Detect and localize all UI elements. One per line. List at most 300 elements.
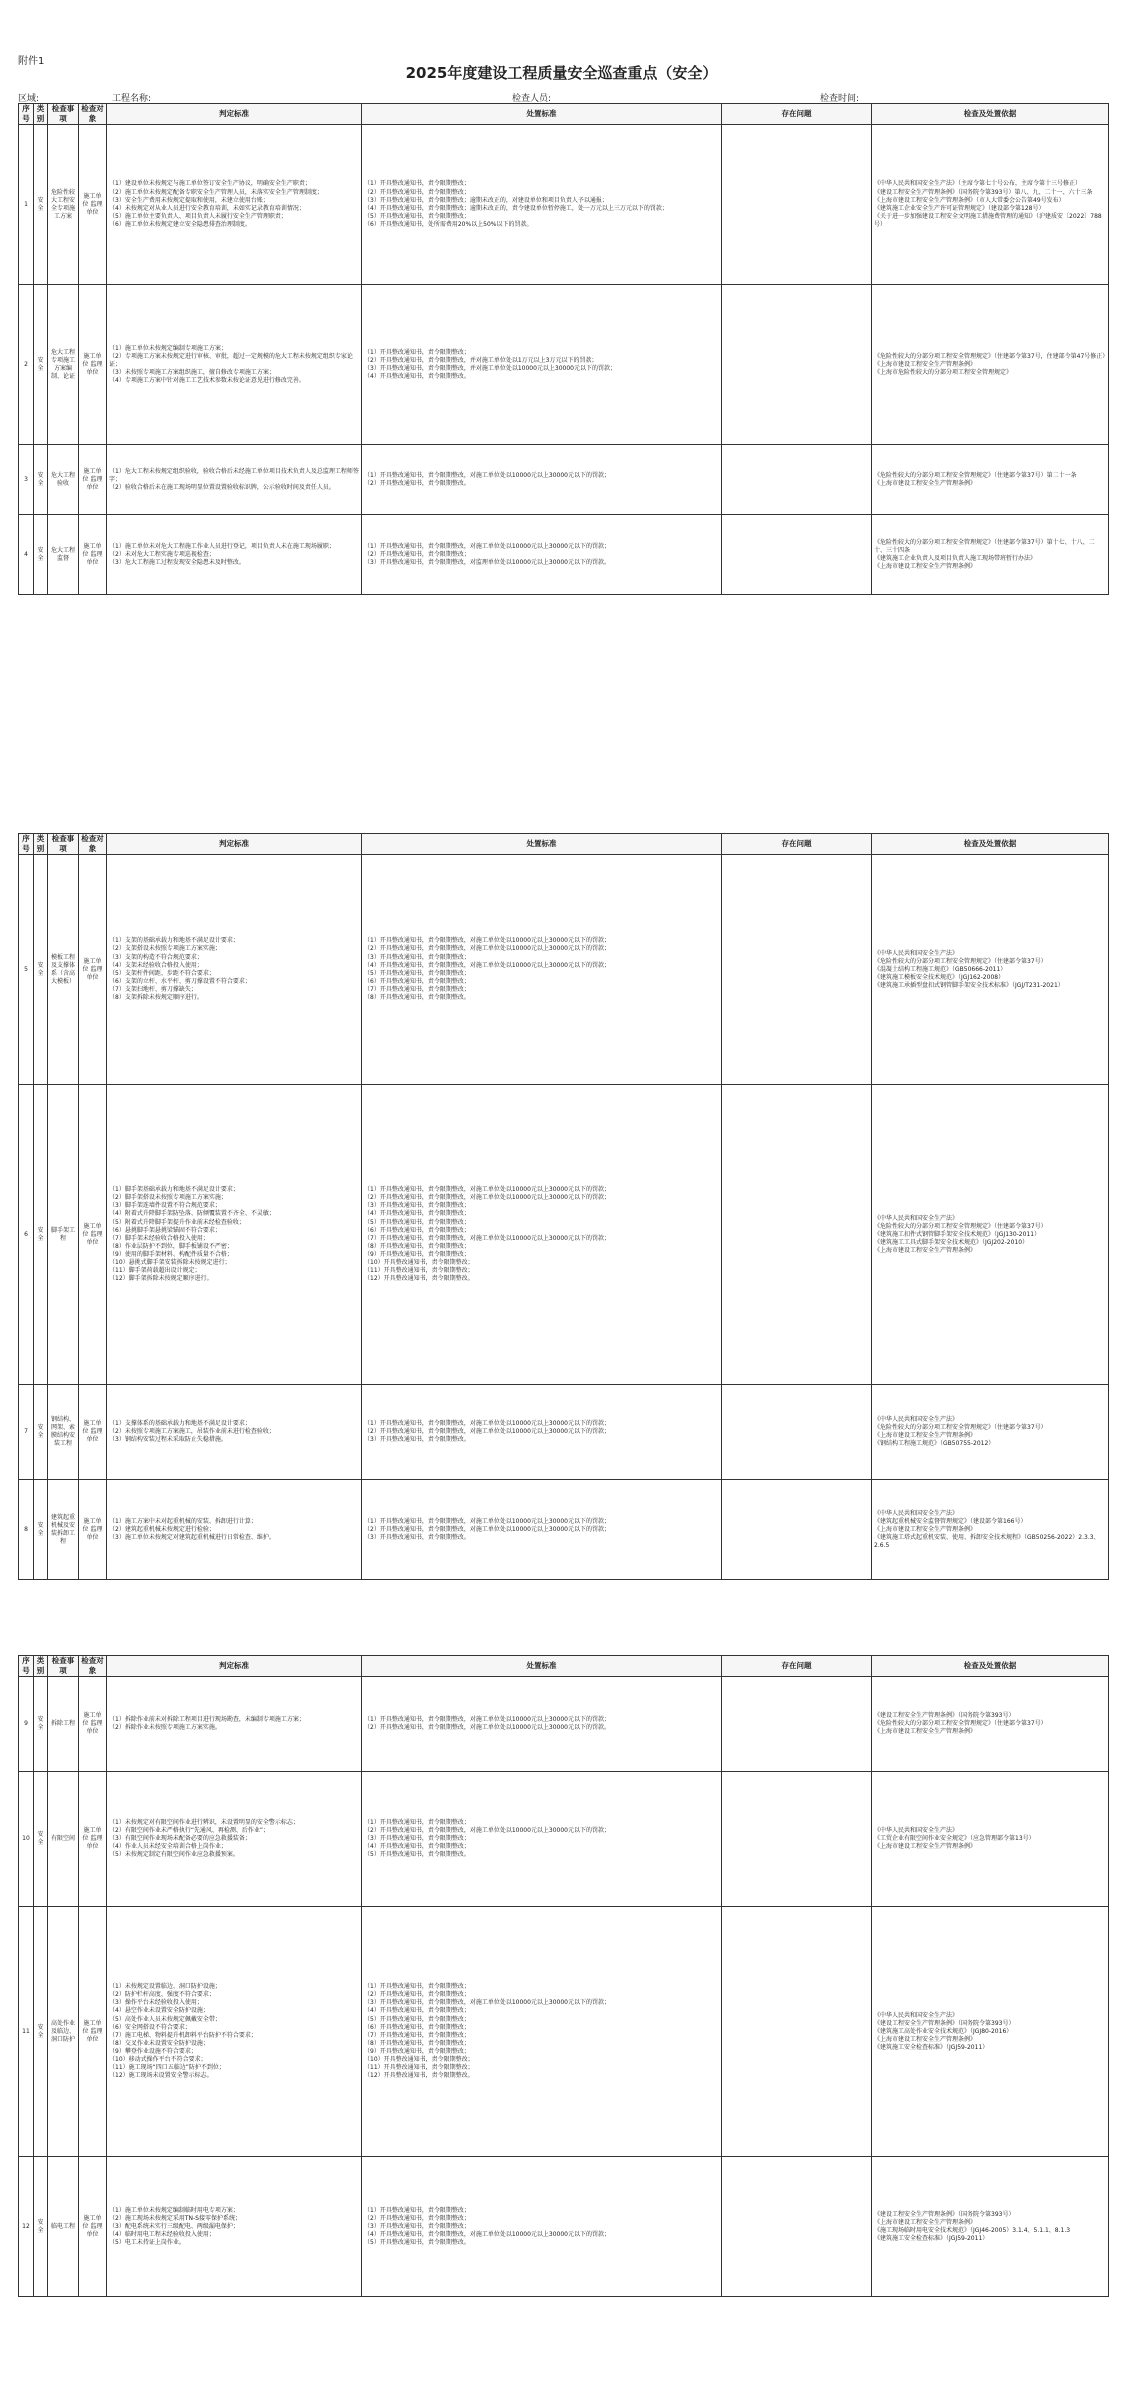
cell-line: （3）开具整改通知书，责令限期整改，对监理单位处以10000元以上30000元以下的罚款。: [364, 558, 610, 566]
cell-line: 《钢结构工程施工规范》（GB50755-2012）: [874, 1440, 995, 1448]
cell-line: （1）危大工程未按规定组织验收，验收合格后未经施工单位项目技术负责人及总监理工程师签字；: [109, 467, 359, 483]
cell-line: （5）高处作业人员未按规定佩戴安全带；: [109, 2015, 221, 2023]
col-type-cell: 安全: [34, 445, 48, 515]
col-type-cell: 安全: [34, 1480, 48, 1580]
col-no-cell: 7: [19, 1385, 34, 1480]
col-target-cell: 施工单位 监理单位: [79, 1907, 107, 2157]
cell-line: （3）开具整改通知书，责令限期整改，对施工单位处以10000元以上30000元以下的罚款；: [364, 1999, 610, 2007]
cell-line: （5）开具整改通知书，责令限期整改；: [364, 1218, 470, 1226]
col-basis-cell: [872, 515, 1109, 595]
cell-line: （1）施工单位未按规定编制临时用电专项方案；: [109, 2206, 239, 2214]
cell-line: （2）开具整改通知书，责令限期整改；: [364, 188, 470, 196]
cell-line: （2）拆除作业未按照专项施工方案实施。: [109, 1724, 221, 1732]
cell-line: 《中华人民共和国安全生产法》: [874, 1416, 959, 1424]
cell-line: 《建设工程安全生产管理条例》（国务院令第393号）: [874, 1712, 1015, 1720]
cell-line: （2）未对危大工程实施专项巡视检查；: [109, 550, 215, 558]
cell-line: （2）开具整改通知书，责令限期整改，对施工单位处以10000元以上30000元以下的罚款；: [364, 1827, 610, 1835]
cell-line: （1）开具整改通知书，责令限期整改，对施工单位处以10000元以上30000元以下的罚款；: [364, 1186, 610, 1194]
cell-line: 《建筑起重机械安全监督管理规定》（建设部令第166号）: [874, 1517, 1027, 1525]
cell-line: 《中华人民共和国安全生产法》: [874, 2011, 959, 2019]
cell-line: 《建筑施工安全检查标准》（JGJ59-2011）: [874, 2234, 989, 2242]
col-no-cell: 1: [19, 125, 34, 285]
cell-line: （1）拆除作业前未对拆除工程项目进行现场勘查，未编制专项施工方案；: [109, 1716, 305, 1724]
cell-line: 《施工现场临时用电安全技术规范》（JGJ46-2005）3.1.4、5.1.1、8.1.3: [874, 2226, 1071, 2234]
cell-line: （5）未按规定制定有限空间作业应急救援预案。: [109, 1851, 239, 1859]
col-type-cell: 安全: [34, 2157, 48, 2297]
col-item-cell: 拆除工程: [48, 1677, 79, 1772]
col-no-cell: 5: [19, 855, 34, 1085]
cell-line: （1）施工方案中未对起重机械的安装、拆卸进行计算；: [109, 1517, 257, 1525]
col-no-cell: 10: [19, 1772, 34, 1907]
cell-line: （10）开具整改通知书，责令限期整改；: [364, 2056, 474, 2064]
col-type-header: 类别: [34, 1656, 48, 1677]
cell-line: （1）支架的基础承载力和地基不满足设计要求；: [109, 937, 239, 945]
col-criteria-header: 判定标准: [107, 104, 362, 125]
col-basis-cell: [872, 1772, 1109, 1907]
col-handling-header: 处置标准: [362, 834, 722, 855]
col-target-cell: 施工单位 监理单位: [79, 855, 107, 1085]
col-criteria-header: 判定标准: [107, 1656, 362, 1677]
col-issues-cell[interactable]: [722, 1385, 872, 1480]
cell-line: （2）脚手架搭设未按照专项施工方案实施；: [109, 1194, 227, 1202]
cell-line: （1）开具整改通知书，责令限期整改；: [364, 2206, 470, 2214]
col-basis-cell: [872, 1907, 1109, 2157]
cell-line: （1）开具整改通知书，责令限期整改；: [364, 1819, 470, 1827]
cell-line: （11）施工现场“四口五临边”防护不到位；: [109, 2064, 225, 2072]
col-basis-header: 检查及处置依据: [872, 834, 1109, 855]
cell-line: 《建筑施工企业安全生产许可证管理规定》（建设部令第128号）: [874, 204, 1045, 212]
cell-line: （12）脚手架拆除未按规定顺序进行。: [109, 1275, 213, 1283]
inspection-table: [18, 1655, 1109, 2297]
cell-line: （6）开具整改通知书，责令限期整改；: [364, 977, 470, 985]
cell-line: （2）开具整改通知书，责令限期整改；: [364, 1991, 470, 1999]
cell-line: （3）开具整改通知书，责令限期整改；: [364, 1202, 470, 1210]
cell-line: 《危险性较大的分部分项工程安全管理规定》（住建部令第37号，住建部令第47号修正）: [874, 352, 1109, 360]
col-criteria-cell: [107, 1480, 362, 1580]
cell-line: （1）脚手架基础承载力和地基不满足设计要求；: [109, 1186, 239, 1194]
cell-line: （1）施工单位未按规定编制专项施工方案；: [109, 344, 227, 352]
inspection-table: [18, 833, 1109, 1580]
cell-line: （4）附着式升降脚手架防坠落、防倾覆装置不齐全、不灵敏；: [109, 1210, 275, 1218]
table-header-row: [19, 834, 1109, 855]
col-item-cell: 有限空间: [48, 1772, 79, 1907]
table-row: [19, 1907, 1109, 2157]
col-criteria-cell: [107, 515, 362, 595]
col-item-cell: 钢结构、网架、索膜结构安装工程: [48, 1385, 79, 1480]
cell-line: （4）开具整改通知书，责令限期整改；: [364, 2007, 470, 2015]
col-target-cell: 施工单位 监理单位: [79, 125, 107, 285]
cell-line: （4）悬空作业未设置安全防护设施；: [109, 2007, 209, 2015]
col-handling-cell: [362, 1677, 722, 1772]
col-issues-cell[interactable]: [722, 1677, 872, 1772]
cell-line: （12）开具整改通知书，责令限期整改。: [364, 1275, 474, 1283]
col-target-cell: 施工单位 监理单位: [79, 1677, 107, 1772]
cell-line: （4）支架未经验收合格投入使用；: [109, 961, 203, 969]
col-issues-cell[interactable]: [722, 1907, 872, 2157]
cell-line: 《中华人民共和国安全生产法》（主席令第七十号公布，主席令第十三号修正）: [874, 180, 1082, 188]
cell-line: （3）开具整改通知书，责令限期整改；: [364, 953, 470, 961]
attachment-label: 附件1: [18, 56, 45, 67]
cell-line: 《上海市危险性较大的分部分项工程安全管理规定》: [874, 368, 1013, 376]
table-row: [19, 285, 1109, 445]
cell-line: （2）施工现场未按规定采用TN-S接零保护系统；: [109, 2214, 241, 2222]
region-label: 区域:: [18, 94, 40, 104]
cell-line: （5）开具整改通知书，责令限期整改；: [364, 969, 470, 977]
col-no-cell: 2: [19, 285, 34, 445]
cell-line: （1）开具整改通知书，责令限期整改，对施工单位处以10000元以上30000元以下的罚款；: [364, 471, 610, 479]
col-target-cell: 施工单位 监理单位: [79, 2157, 107, 2297]
col-issues-cell[interactable]: [722, 445, 872, 515]
cell-line: （3）脚手架连墙件设置不符合规范要求；: [109, 1202, 221, 1210]
cell-line: （3）开具整改通知书，责令限期整改；逾期未改正的，对建设单位和项目负责人予以通报；: [364, 196, 608, 204]
cell-line: （2）开具整改通知书，责令限期整改；: [364, 550, 470, 558]
cell-line: 《危险性较大的分部分项工程安全管理规定》（住建部令第37号）: [874, 1720, 1047, 1728]
col-target-cell: 施工单位 监理单位: [79, 1772, 107, 1907]
cell-line: 《建筑施工模板安全技术规范》（JGJ162-2008）: [874, 973, 1005, 981]
col-item-cell: 危大工程监督: [48, 515, 79, 595]
col-no-cell: 3: [19, 445, 34, 515]
cell-line: 《上海市建设工程安全生产管理条例》: [874, 1525, 977, 1533]
col-type-cell: 安全: [34, 855, 48, 1085]
col-criteria-cell: [107, 1385, 362, 1480]
cell-line: （2）有限空间作业未严格执行“先通风、再检测、后作业”；: [109, 1827, 270, 1835]
cell-line: （9）使用的脚手架材料、构配件质量不合格；: [109, 1250, 233, 1258]
col-target-cell: 施工单位 监理单位: [79, 1480, 107, 1580]
cell-line: 《危险性较大的分部分项工程安全管理规定》（住建部令第37号）第二十一条: [874, 471, 1077, 479]
cell-line: 《建设工程安全生产管理条例》（国务院令第393号）: [874, 2210, 1015, 2218]
project-name-label: 工程名称:: [112, 94, 152, 104]
cell-line: 《建设工程安全生产管理条例》（国务院令第393号）: [874, 2019, 1015, 2027]
cell-line: （1）开具整改通知书，责令限期整改，对施工单位处以10000元以上30000元以下的罚款；: [364, 1517, 610, 1525]
cell-line: 《危险性较大的分部分项工程安全管理规定》（住建部令第37号）: [874, 1222, 1047, 1230]
cell-line: （2）建筑起重机械未按规定进行检验；: [109, 1525, 215, 1533]
col-item-header: 检查事项: [48, 1656, 79, 1677]
table-header-row: [19, 104, 1109, 125]
col-type-header: 类别: [34, 834, 48, 855]
col-target-header: 检查对象: [79, 1656, 107, 1677]
col-item-cell: 高处作业及临边、洞口防护: [48, 1907, 79, 2157]
col-target-cell: 施工单位 监理单位: [79, 1085, 107, 1385]
cell-line: （3）开具整改通知书，责令限期整改。: [364, 1436, 470, 1444]
cell-line: （12）施工现场未设置安全警示标志。: [109, 2072, 213, 2080]
col-no-cell: 11: [19, 1907, 34, 2157]
table-header-row: [19, 1656, 1109, 1677]
cell-line: （4）开具整改通知书，责令限期整改；: [364, 1843, 470, 1851]
col-item-cell: 建筑起重机械及安装拆卸工程: [48, 1480, 79, 1580]
col-issues-cell[interactable]: [722, 1480, 872, 1580]
cell-line: （6）施工单位未按规定建立安全隐患排查治理制度。: [109, 220, 251, 228]
table-row: [19, 125, 1109, 285]
col-criteria-cell: [107, 445, 362, 515]
col-issues-cell[interactable]: [722, 1085, 872, 1385]
cell-line: （3）安全生产费用未按规定提取和使用，未建立使用台账；: [109, 196, 269, 204]
col-item-cell: 临电工程: [48, 2157, 79, 2297]
inspector-label: 检查人员:: [512, 94, 552, 104]
col-no-cell: 4: [19, 515, 34, 595]
table-row: [19, 855, 1109, 1085]
table-row: [19, 515, 1109, 595]
table-row: [19, 1385, 1109, 1480]
cell-line: （3）危大工程施工过程发现安全隐患未及时整改。: [109, 558, 245, 566]
cell-line: （7）脚手架未经验收合格投入使用；: [109, 1234, 209, 1242]
cell-line: 《上海市建设工程安全生产管理条例》: [874, 2035, 977, 2043]
cell-line: 《上海市建设工程安全生产管理条例》: [874, 360, 977, 368]
cell-line: （1）开具整改通知书，责令限期整改；: [364, 348, 470, 356]
cell-line: （7）施工电梯、物料提升机卸料平台防护不符合要求；: [109, 2031, 257, 2039]
col-basis-cell: [872, 1385, 1109, 1480]
cell-line: （1）开具整改通知书，责令限期整改，对施工单位处以10000元以上30000元以下的罚款；: [364, 1716, 610, 1724]
cell-line: 《危险性较大的分部分项工程安全管理规定》（住建部令第37号）: [874, 957, 1047, 965]
cell-line: （4）专项施工方案中针对施工工艺技术参数未按论证意见进行修改完善。: [109, 376, 305, 384]
cell-line: 《建筑施工安全检查标准》（JGJ59-2011）: [874, 2043, 989, 2051]
col-handling-header: 处置标准: [362, 1656, 722, 1677]
col-target-header: 检查对象: [79, 104, 107, 125]
table-row: [19, 1677, 1109, 1772]
col-basis-cell: [872, 855, 1109, 1085]
col-basis-cell: [872, 445, 1109, 515]
cell-line: （3）有限空间作业现场未配备必要的应急救援装备；: [109, 1835, 251, 1843]
cell-line: 《上海市建设工程安全生产管理条例》: [874, 562, 977, 570]
cell-line: （2）未按照专项施工方案施工，吊装作业前未进行检查验收；: [109, 1428, 275, 1436]
col-target-cell: 施工单位 监理单位: [79, 445, 107, 515]
cell-line: 《中华人民共和国安全生产法》: [874, 1214, 959, 1222]
cell-line: 《建筑施工承插型盘扣式钢管脚手架安全技术标准》（JGJ/T231-2021）: [874, 981, 1064, 989]
cell-line: （7）开具整改通知书，责令限期整改，对施工单位处以10000元以上30000元以下的罚款；: [364, 1234, 610, 1242]
cell-line: 《危险性较大的分部分项工程安全管理规定》（住建部令第37号）: [874, 1424, 1047, 1432]
cell-line: （1）未按规定对有限空间作业进行辨识，未设置明显的安全警示标志；: [109, 1819, 299, 1827]
col-item-cell: 模板工程及支撑体系（含高大模板）: [48, 855, 79, 1085]
col-criteria-cell: [107, 2157, 362, 2297]
cell-line: （3）钢结构安装过程未采取防止失稳措施。: [109, 1436, 227, 1444]
cell-line: （4）开具整改通知书，责令限期整改。: [364, 372, 470, 380]
col-handling-cell: [362, 1480, 722, 1580]
col-no-header: 序号: [19, 1656, 34, 1677]
col-criteria-cell: [107, 855, 362, 1085]
col-target-cell: 施工单位 监理单位: [79, 285, 107, 445]
cell-line: （6）支架的立杆、水平杆、剪刀撑设置不符合要求；: [109, 977, 251, 985]
cell-line: 《建筑施工工具式脚手架安全技术规范》（JGJ202-2010）: [874, 1238, 1029, 1246]
col-issues-cell[interactable]: [722, 285, 872, 445]
col-handling-cell: [362, 1085, 722, 1385]
cell-line: （6）开具整改通知书，处所需费用20%以上50%以下的罚款。: [364, 220, 533, 228]
cell-line: 《中华人民共和国安全生产法》: [874, 949, 959, 957]
cell-line: 《建筑施工扣件式钢管脚手架安全技术规范》（JGJ130-2011）: [874, 1230, 1041, 1238]
cell-line: 《建筑施工塔式起重机安装、使用、拆卸安全技术规程》（GB50256-2022）2.3.3、2.6.5: [874, 1533, 1100, 1549]
table-row: [19, 1772, 1109, 1907]
cell-line: （3）配电系统未实行三级配电、两级漏电保护；: [109, 2222, 239, 2230]
cell-line: （3）开具整改通知书，责令限期整改；: [364, 1835, 470, 1843]
cell-line: （2）开具整改通知书，责令限期整改，并对施工单位处以1万元以上3万元以下的罚款；: [364, 356, 598, 364]
cell-line: （8）开具整改通知书，责令限期整改；: [364, 1242, 470, 1250]
cell-line: （10）悬挑式脚手架安装拆除未按规定进行；: [109, 1259, 231, 1267]
cell-line: 《混凝土结构工程施工规范》（GB50666-2011）: [874, 965, 1007, 973]
cell-line: （2）开具整改通知书，责令限期整改，对施工单位处以10000元以上30000元以下的罚款；: [364, 1194, 610, 1202]
cell-line: （10）移动式操作平台不符合要求；: [109, 2056, 207, 2064]
cell-line: （6）安全网搭设不符合要求；: [109, 2023, 191, 2031]
col-basis-cell: [872, 1480, 1109, 1580]
cell-line: （4）开具整改通知书，责令限期整改，对施工单位处以10000元以上30000元以下的罚款；: [364, 2230, 610, 2238]
cell-line: （7）开具整改通知书，责令限期整改；: [364, 985, 470, 993]
col-type-cell: 安全: [34, 1677, 48, 1772]
cell-line: （4）未按规定对从业人员进行安全教育培训，未如实记录教育培训情况；: [109, 204, 305, 212]
cell-line: 《上海市建设工程安全生产管理条例》: [874, 1432, 977, 1440]
col-handling-cell: [362, 1385, 722, 1480]
col-issues-cell[interactable]: [722, 125, 872, 285]
col-basis-cell: [872, 285, 1109, 445]
col-handling-cell: [362, 2157, 722, 2297]
cell-line: 《上海市建设工程安全生产管理条例》: [874, 479, 977, 487]
inspection-table: [18, 103, 1109, 595]
table-row: [19, 1480, 1109, 1580]
cell-line: （5）开具整改通知书，责令限期整改。: [364, 2238, 470, 2246]
col-item-cell: 脚手架工程: [48, 1085, 79, 1385]
cell-line: 《上海市建设工程安全生产管理条例》: [874, 1246, 977, 1254]
col-type-header: 类别: [34, 104, 48, 125]
cell-line: （6）悬挑脚手架悬挑梁锚固不符合要求；: [109, 1226, 221, 1234]
cell-line: 《工贸企业有限空间作业安全规定》（应急管理部令第13号）: [874, 1835, 1035, 1843]
col-basis-cell: [872, 2157, 1109, 2297]
cell-line: （5）开具整改通知书，责令限期整改；: [364, 2015, 470, 2023]
cell-line: 《关于进一步加强建设工程安全文明施工措施费管理的通知》（沪建质安〔2022〕788号）: [874, 212, 1102, 228]
cell-line: （4）开具整改通知书，责令限期整改；: [364, 1210, 470, 1218]
cell-line: （8）开具整改通知书，责令限期整改；: [364, 2039, 470, 2047]
cell-line: （5）开具整改通知书，责令限期整改。: [364, 1851, 470, 1859]
cell-line: 《上海市建设工程安全生产管理条例》（市人大常委会公告第49号发布）: [874, 196, 1065, 204]
col-basis-cell: [872, 1677, 1109, 1772]
cell-line: （2）专项施工方案未按规定进行审核、审批，超过一定规模的危大工程未按规定组织专家论证；: [109, 352, 353, 368]
col-handling-cell: [362, 515, 722, 595]
cell-line: （2）施工单位未按规定配备专职安全生产管理人员，未落实安全生产管理制度；: [109, 188, 323, 196]
table-row: [19, 445, 1109, 515]
cell-line: （2）开具整改通知书，责令限期整改，对施工单位处以10000元以上30000元以下的罚款。: [364, 1724, 610, 1732]
col-target-header: 检查对象: [79, 834, 107, 855]
cell-line: （5）附着式升降脚手架提升作业前未经检查验收；: [109, 1218, 245, 1226]
cell-line: （11）开具整改通知书，责令限期整改；: [364, 2064, 474, 2072]
document-title: 2025年度建设工程质量安全巡查重点（安全）: [405, 64, 718, 82]
inspection-time-label: 检查时间:: [820, 94, 860, 104]
col-criteria-cell: [107, 1085, 362, 1385]
cell-line: （5）开具整改通知书，责令限期整改；: [364, 212, 470, 220]
cell-line: （11）开具整改通知书，责令限期整改；: [364, 1267, 474, 1275]
cell-line: （1）开具整改通知书，责令限期整改，对施工单位处以10000元以上30000元以下的罚款；: [364, 1420, 610, 1428]
col-handling-cell: [362, 445, 722, 515]
cell-line: （1）支撑体系的基础承载力和地基不满足设计要求；: [109, 1420, 251, 1428]
cell-line: （1）开具整改通知书，责令限期整改；: [364, 180, 470, 188]
cell-line: （1）开具整改通知书，责令限期整改，对施工单位处以10000元以上30000元以下的罚款；: [364, 937, 610, 945]
cell-line: （2）开具整改通知书，责令限期整改，对施工单位处以10000元以上30000元以下的罚款；: [364, 1525, 610, 1533]
cell-line: （3）未按照专项施工方案组织施工，擅自修改专项施工方案；: [109, 368, 275, 376]
cell-line: 《上海市建设工程安全生产管理条例》: [874, 1843, 977, 1851]
cell-line: （3）施工单位未按规定对建筑起重机械进行日常检查、维护。: [109, 1533, 275, 1541]
col-criteria-cell: [107, 1907, 362, 2157]
col-type-cell: 安全: [34, 1772, 48, 1907]
cell-line: （5）施工单位主要负责人、项目负责人未履行安全生产管理职责；: [109, 212, 287, 220]
col-issues-header: 存在问题: [722, 1656, 872, 1677]
cell-line: （9）开具整改通知书，责令限期整改；: [364, 1250, 470, 1258]
col-target-cell: 施工单位 监理单位: [79, 515, 107, 595]
cell-line: （2）开具整改通知书，责令限期整改，对施工单位处以10000元以上30000元以下的罚款；: [364, 945, 610, 953]
cell-line: （7）开具整改通知书，责令限期整改；: [364, 2031, 470, 2039]
col-issues-cell[interactable]: [722, 2157, 872, 2297]
cell-line: （4）开具整改通知书，责令限期整改；逾期未改正的，责令建设单位暂停施工，处一万元以上三万元以下的罚款；: [364, 204, 668, 212]
col-no-header: 序号: [19, 104, 34, 125]
col-handling-cell: [362, 125, 722, 285]
cell-line: （1）建设单位未按规定与施工单位签订安全生产协议，明确安全生产职责；: [109, 180, 311, 188]
col-item-cell: 危险性较大工程安全专项施工方案: [48, 125, 79, 285]
col-handling-header: 处置标准: [362, 104, 722, 125]
col-no-header: 序号: [19, 834, 34, 855]
col-type-cell: 安全: [34, 285, 48, 445]
table-row: [19, 2157, 1109, 2297]
col-type-cell: 安全: [34, 1085, 48, 1385]
cell-line: （5）电工未持证上岗作业。: [109, 2238, 185, 2246]
table-row: [19, 1085, 1109, 1385]
cell-line: 《上海市建设工程安全生产管理条例》: [874, 2218, 977, 2226]
col-criteria-cell: [107, 1677, 362, 1772]
cell-line: （11）脚手架荷载超出设计规定；: [109, 1267, 201, 1275]
col-type-cell: 安全: [34, 125, 48, 285]
col-handling-cell: [362, 285, 722, 445]
col-no-cell: 9: [19, 1677, 34, 1772]
cell-line: （1）未按规定设置临边、洞口防护设施；: [109, 1983, 221, 1991]
cell-line: （4）作业人员未经安全培训合格上岗作业；: [109, 1843, 227, 1851]
col-criteria-header: 判定标准: [107, 834, 362, 855]
cell-line: （2）开具整改通知书，责令限期整改。: [364, 479, 470, 487]
cell-line: （8）支架拆除未按规定顺序进行。: [109, 994, 203, 1002]
cell-line: （6）开具整改通知书，责令限期整改；: [364, 2023, 470, 2031]
col-item-header: 检查事项: [48, 104, 79, 125]
col-criteria-cell: [107, 1772, 362, 1907]
col-item-header: 检查事项: [48, 834, 79, 855]
cell-line: （9）开具整改通知书，责令限期整改；: [364, 2047, 470, 2055]
col-basis-header: 检查及处置依据: [872, 1656, 1109, 1677]
cell-line: （3）开具整改通知书，责令限期整改。: [364, 1533, 470, 1541]
col-handling-cell: [362, 1907, 722, 2157]
cell-line: （1）开具整改通知书，责令限期整改，对施工单位处以10000元以上30000元以下的罚款；: [364, 542, 610, 550]
col-issues-cell[interactable]: [722, 515, 872, 595]
col-issues-cell[interactable]: [722, 855, 872, 1085]
col-issues-header: 存在问题: [722, 104, 872, 125]
cell-line: （2）防护栏杆高度、强度不符合要求；: [109, 1991, 215, 1999]
cell-line: （1）施工单位未对危大工程施工作业人员进行登记，项目负责人未在施工现场履职；: [109, 542, 335, 550]
col-type-cell: 安全: [34, 515, 48, 595]
cell-line: 《建设工程安全生产管理条例》（国务院令第393号）第八、九、二十一、六十三条: [874, 188, 1093, 196]
col-target-cell: 施工单位 监理单位: [79, 1385, 107, 1480]
cell-line: 《建筑施工企业负责人及项目负责人施工现场带班暂行办法》: [874, 554, 1037, 562]
cell-line: 《建筑施工高处作业安全技术规范》（JGJ80-2016）: [874, 2027, 1013, 2035]
cell-line: （6）开具整改通知书，责令限期整改；: [364, 1226, 470, 1234]
cell-line: （3）支架的构造不符合规范要求；: [109, 953, 203, 961]
col-issues-cell[interactable]: [722, 1772, 872, 1907]
col-no-cell: 12: [19, 2157, 34, 2297]
cell-line: （4）临时用电工程未经验收投入使用；: [109, 2230, 215, 2238]
cell-line: （4）开具整改通知书，责令限期整改，对施工单位处以10000元以上30000元以下的罚款；: [364, 961, 610, 969]
cell-line: （9）攀登作业设施不符合要求；: [109, 2047, 197, 2055]
cell-line: （3）开具整改通知书，责令限期整改；: [364, 2222, 470, 2230]
col-basis-cell: [872, 1085, 1109, 1385]
cell-line: （2）开具整改通知书，责令限期整改，对施工单位处以10000元以上30000元以下的罚款；: [364, 1428, 610, 1436]
col-criteria-cell: [107, 125, 362, 285]
col-no-cell: 8: [19, 1480, 34, 1580]
cell-line: （8）开具整改通知书，责令限期整改。: [364, 994, 470, 1002]
cell-line: （8）作业层防护不到位，脚手板铺设不严密；: [109, 1242, 233, 1250]
col-handling-cell: [362, 1772, 722, 1907]
cell-line: （12）开具整改通知书，责令限期整改。: [364, 2072, 474, 2080]
cell-line: 《上海市建设工程安全生产管理条例》: [874, 1728, 977, 1736]
col-item-cell: 危大工程验收: [48, 445, 79, 515]
cell-line: （2）验收合格后未在施工现场明显位置设置验收标识牌，公示验收时间及责任人员。: [109, 483, 335, 491]
cell-line: （2）开具整改通知书，责令限期整改；: [364, 2214, 470, 2222]
